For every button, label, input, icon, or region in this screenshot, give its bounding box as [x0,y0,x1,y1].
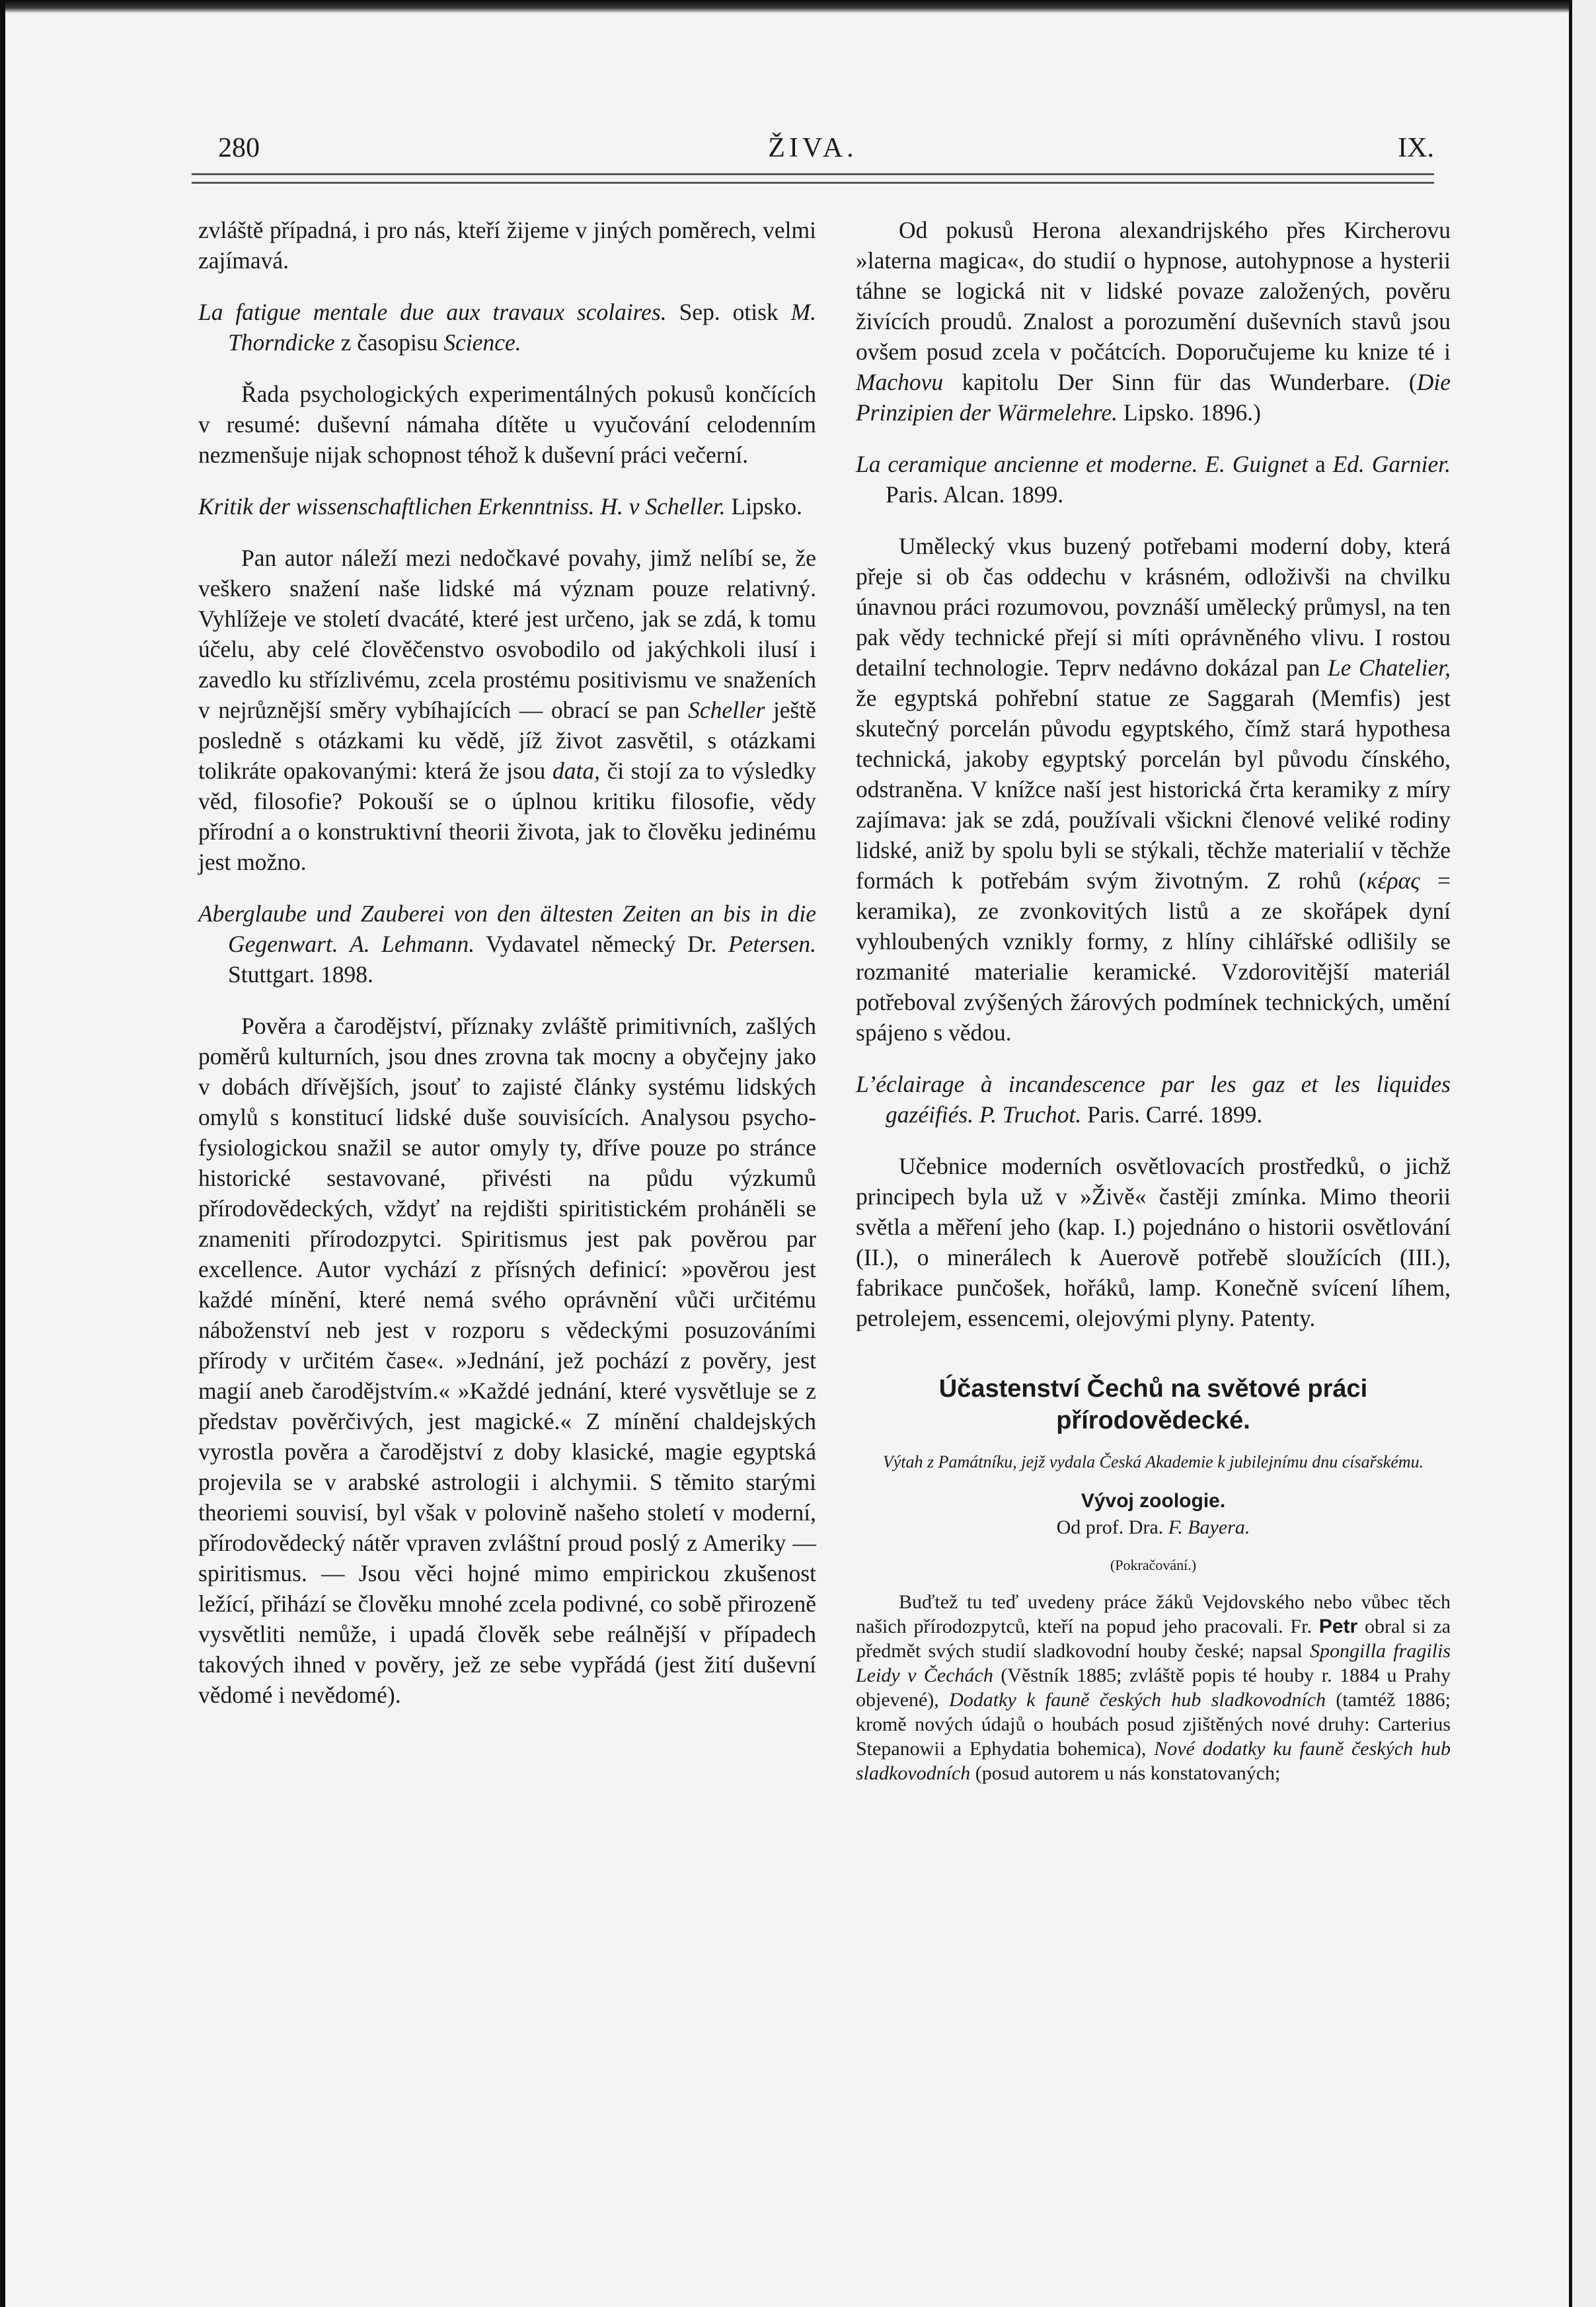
article-byline: Od prof. Dra. F. Bayera. [1056,1516,1250,1538]
work-title: Dodatky k fauně českých hub sladkovodních [949,1689,1326,1711]
article-title: Vývoj zoologie. [1081,1490,1226,1512]
scan-edge-left [0,0,5,2307]
paragraph: Buďtež tu teď uvedeny práce žáků Vejdovského nebo vůbec těch našich přírodozpytců, kteří na popud jeho pracovali. Fr. Petr obral si za předmět svých studií sladkovodní houby české; napsal Spongilla fragilis Leidy v Čechách (Věstník 1885; zvláště popis té houby r. 1884 u Prahy objevené), Dodatky k fauně českých hub sladkovodních (tamtéž 1886; kromě nových údajů o houbách posud zjištěných nové druhy: Carterius Stepanowii a Ephydatia bohemica), Nové dodatky ku fauně českých hub sladkovodních (posud autorem u nás konstatovaných; [856,1591,1451,1784]
paragraph: Pan autor náleží mezi nedočkavé povahy, jimž nelíbí se, že veškero snažení naše lidské má význam pouze relativný. Vyhlížeje ve století dvacáté, které jest určeno, jak se zdá, k tomu účelu, aby celé člověčenstvo osvobodilo od jakýchkoli ilusí i zavedlo ku střízlivému, zcela prostému positivismu ve snaženích v nejrůznější směry vybíhajících — obrací se pan Scheller ještě posledně s otázkami ku vědě, jíž život zasvětil, s otázkami tolikráte opakovanými: která že jsou data, či stojí za to výsledky věd, filosofie? Pokouší se o úplnou kritiku filosofie, vědy přírodní a o konstruktivní theorii života, jak to člověku jedinému jest možno. [198,545,817,875]
author: P. Truchot. [979,1101,1082,1128]
page-number: 280 [218,133,260,163]
bibliographic-entry: L’éclairage à incandescence par les gaz et les liquides gazéifiés. P. Truchot. Paris. Carré. 1899. [856,1071,1451,1128]
running-head [192,126,1434,172]
left-column [198,215,816,1710]
paragraph: Učebnice moderních osvětlovacích prostředků, o jichž principech byla už v »Živě« častěji zmínka. Mimo theorii světla a měření jeho (kap. I.) pojednáno o historii osvětlování (II.), o minerálech k Auerově potřebě sloužících (III.), fabrikace punčošek, hořáků, lamp. Konečně svícení líhem, petrolejem, essencemi, olejovými plyny. Patenty. [856,1153,1451,1331]
person-name: Machovu [856,369,944,395]
book-title: Aberglaube und Zauberei von den ältesten Zeiten an bis in die Gegenwart. [198,900,816,957]
work-title: Spongilla fragilis Leidy v Čechách [856,1640,1451,1686]
person-name: Petr [1318,1616,1358,1637]
continued-note: (Pokračování.) [1110,1557,1197,1573]
author: E. Guignet [1205,451,1309,477]
person-name: Scheller [688,697,765,723]
paragraph: Pověra a čarodějství, příznaky zvláště primitivních, zašlých poměrů kulturních, jsou dnes zrovna tak mocny a obyčejny jako v dobách dřívějších, jsouť to zajisté články systému lidských omylů s konstitucí lidské duše souvisících. Analysou psycho-fysiologickou snažil se autor omyly ty, dříve pouze po stránce historické sestavované, přivésti na půdu výzkumů přírodovědeckých, vždyť na rejdišti spiritistickém proháněli se znameniti přírodozpytci. Spiritismus jest pak pověrou par excellence. Autor vychází z přísných definicí: »pověrou jest každé mínění, které nemá svého oprávnění vůči určitému náboženství neb jest v rozporu s vědeckými posuzováními přírody v určitém čase«. »Jednání, jež pochází z pověry, jest magií aneb čarodějstvím.« »Každé jednání, které vysvětluje se z představ pověrčivých, jest magické.« Z mínění chaldejských vyrostla pověra a čarodějství z doby klasické, magie egyptská projevila se v arabské astrologii i alchymii. S těmito starými theoriemi souvisí, byl však v polovině našeho století v moderní, přírodovědecký nátěr vpraven zvláštní proud poslý z Ameriky — spiritismus. — Jsou věci hojné mimo empirickou zkušenost ležící, přihází se člověku mnohé zcela podivné, co sobě přirozeně vysvětliti nemůže, i upadá člověk sebe reálnější v případech takových ihned v pověry, jež ze sebe vypřádá (jest žití duševní vědomé i nevědomé). [198,1013,816,1708]
book-title: L’éclairage à incandescence par les gaz et les liquides gazéifiés. [856,1071,1451,1128]
book-title: La ceramique ancienne et moderne. [856,451,1198,477]
journal-page [192,126,1451,1784]
bibliographic-entry: Kritik der wissenschaftlichen Erkenntniss. H. v Scheller. Lipsko. [198,493,803,520]
book-title: La fatigue mentale due aux travaux scolaires. [198,299,667,325]
right-column [856,215,1451,1785]
author: H. v Scheller. [600,493,726,520]
author: A. Lehmann. [350,931,475,957]
paragraph: Umělecký vkus buzený potřebami moderní doby, která přeje si ob čas oddechu v krásném, odloživši na chvilku únavnou práci rozumovou, povznáší umělecký průmysl, na ten pak vědy technické přejí si míti oprávněného vlivu. I rostou detailní technologie. Teprv nedávno dokázal pan Le Chatelier, že egyptská pohřební statue ze Saggarah (Memfis) jest skutečný porcelán původu egyptského, čímž stará hypothesa technická, jakoby egyptský porcelán byl původu čínského, odstraněna. V knížce naší jest historická črta keramiky z míry zajímava: jak se zdá, používali všickni členové veliké rodiny lidské, aniž by spolu byli se stýkali, těchže materialií v těchže formách k potřebám svým životným. Z rohů (κέρας = keramika), ze zvonkovitých listů a ze skořápek dyní vyhloubených vznikly formy, z hlíny cihlářské odlišily se rozmanité materialie keramické. Vzdorovitější materiál potřeboval zvýšených žárových podmínek technických, umění spájeno s vědou. [856,533,1451,1046]
paragraph: zvláště případná, i pro nás, kteří žijeme v jiných poměrech, velmi zajímavá. [198,217,816,274]
bibliographic-entry: La fatigue mentale due aux travaux scolaires. Sep. otisk M. Thorndicke z časopisu Science. [198,299,817,356]
greek-word: κέρας [1366,867,1420,894]
volume-number: IX. [1398,133,1434,163]
paragraph: Od pokusů Herona alexandrijského přes Kircherovu »laterna magica«, do studií o hypnose, autohypnose a hysterii táhne se logická nit v lidské povaze založených, pověru živících proudů. Znalost a porozumění duševních stavů jsou ovšem posud zcela v počátcích. Doporučujeme ku knize té i Machovu kapitolu Der Sinn für das Wunderbare. (Die Prinzipien der Wärmelehre. Lipsko. 1896.) [856,217,1451,426]
work-title: Nové dodatky ku fauně českých hub sladkovodních [856,1738,1451,1784]
section-heading: Účastenství Čechů na světové práci přírodovědecké. [938,1375,1368,1434]
paragraph: Řada psychologických experimentálných pokusů končících v resumé: duševní námaha dítěte u vyučování celodenním nezmenšuje nijak schopnost téhož k duševní práci večerní. [198,381,816,468]
author: F. Bayera. [1168,1516,1250,1538]
book-title: Die Prinzipien der Wärmelehre. [856,369,1451,426]
scan-edge-right [1569,0,1596,2307]
author: M. Thorndicke [228,299,817,356]
scan-edge-top [0,0,1596,13]
header-double-rule [192,173,1434,184]
section-subtitle: Výtah z Památníku, jejž vydala Česká Akademie k jubilejnímu dnu císařskému. [882,1452,1424,1471]
editor: Petersen. [728,931,817,957]
journal-title: ŽIVA. [768,133,858,163]
person-name: Le Chatelier, [1327,654,1451,681]
author: Ed. Garnier. [1332,451,1451,477]
bibliographic-entry: Aberglaube und Zauberei von den ältesten Zeiten an bis in die Gegenwart. A. Lehmann. Vydavatel německý Dr. Petersen. Stuttgart. 1898. [198,900,817,988]
book-title: Kritik der wissenschaftlichen Erkenntniss. [198,493,595,520]
bibliographic-entry: La ceramique ancienne et moderne. E. Guignet a Ed. Garnier. Paris. Alcan. 1899. [856,451,1451,508]
journal-name: Science. [443,329,521,356]
